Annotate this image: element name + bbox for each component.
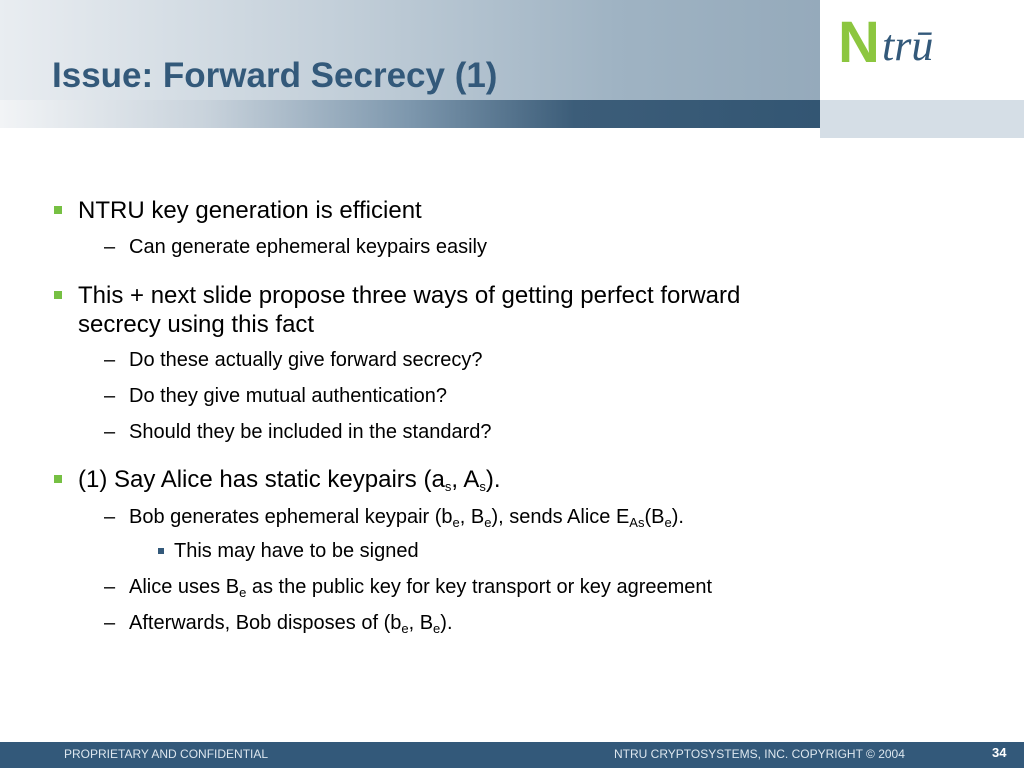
- bullet-2-line-2: secrecy using this fact: [78, 311, 315, 338]
- bullet-marker: [54, 291, 62, 299]
- footer-confidential: PROPRIETARY AND CONFIDENTIAL: [64, 747, 269, 761]
- footer-copyright: NTRU CRYPTOSYSTEMS, INC. COPYRIGHT © 2004: [614, 747, 905, 761]
- logo-strip: [820, 100, 1024, 138]
- bullet-2-3: Should they be included in the standard?: [129, 421, 492, 443]
- ntru-logo: [838, 10, 978, 70]
- dash-marker: –: [104, 385, 116, 407]
- bullet-2-line-1: This + next slide propose three ways of getting perfect forward: [78, 282, 741, 309]
- dash-marker: –: [104, 421, 116, 443]
- slide-title: Issue: Forward Secrecy (1): [52, 56, 498, 95]
- dash-marker: –: [104, 236, 116, 258]
- bullet-3: (1) Say Alice has static keypairs ($a_s$, $A_s$).: [78, 466, 501, 494]
- bullet-marker: [54, 206, 62, 214]
- bullet-3-1-1: This may have to be signed: [174, 540, 419, 562]
- page-number: 34: [992, 745, 1007, 760]
- bullet-2-2: Do they give mutual authentication?: [129, 385, 447, 407]
- bullet-3-2: Alice uses $B_e$ as the public key for key transport or key agreement: [129, 576, 713, 600]
- bullet-3-1: Bob generates ephemeral keypair ($b_e$, $B_e$), sends Alice $E_{As}(B_e)$.: [129, 506, 684, 530]
- dash-marker: –: [104, 349, 116, 371]
- dash-marker: –: [104, 576, 116, 598]
- bullet-1: NTRU key generation is efficient: [78, 197, 422, 224]
- dash-marker: –: [104, 506, 116, 528]
- bullet-1-1: Can generate ephemeral keypairs easily: [129, 236, 487, 258]
- logo-n: N: [838, 10, 880, 70]
- bullet-2-1: Do these actually give forward secrecy?: [129, 349, 483, 371]
- sub-bullet-marker: [158, 548, 164, 554]
- header-accent-bar: [0, 100, 820, 128]
- dash-marker: –: [104, 612, 116, 634]
- bullet-marker: [54, 475, 62, 483]
- bullet-3-3: Afterwards, Bob disposes of ($b_e$, $B_e$).: [129, 612, 453, 636]
- logo-tru: trū: [882, 21, 934, 70]
